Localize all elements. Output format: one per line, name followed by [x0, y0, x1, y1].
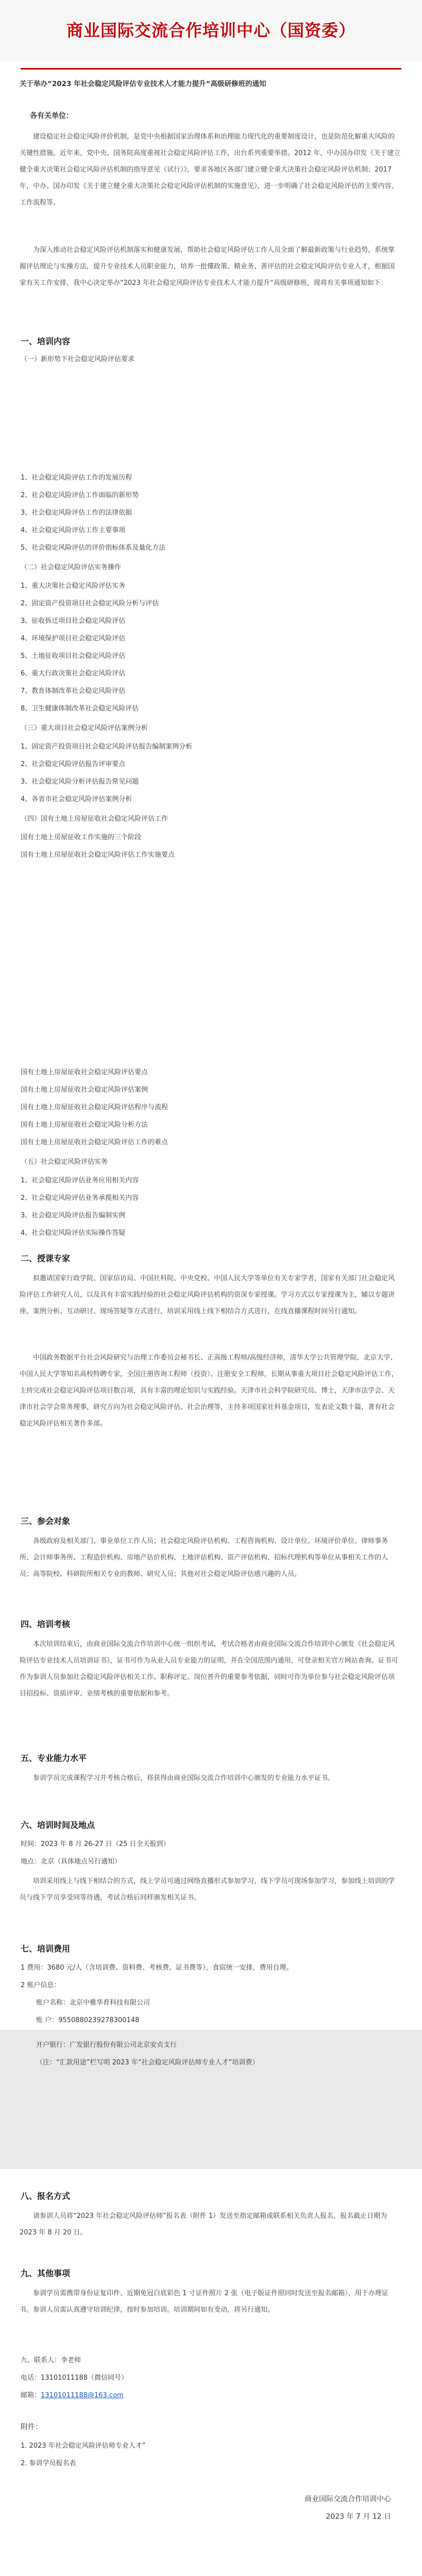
intro-paragraph-1: 建设稳定社会稳定风险评价机制，是党中央根据国家治理体系和治理能力现代化的重要制度设计，也是防范化解重大风险的关键性措施。近年来，党中央、国务院高度重视社会稳定风险评估工作，出台系列重要举措。2012 年，中办国办印发《关于建立健全重大决策社会稳定风险评估机制的指导意见（试行）》，要求各地区各部门建立健全重大决策社会稳定风险评估机制；2017 年，中办、国办印发《关于建立健全重大决策社会稳定风险评估机制的实施意见》，进一步明确了社会稳定风险评估的主要内容、工作流程等。 — [20, 133, 401, 207]
list-item: 国有土地上房屋征收社会稳定风险评估工作的难点 — [21, 1139, 168, 1146]
list-item: 3、社会稳定风险分析评估报告常见问题 — [21, 778, 139, 786]
contact-email-row — [21, 2389, 124, 2399]
section-training-content-title: 一、培训内容 — [21, 336, 71, 346]
section-fee-title: 七、培训费用 — [21, 1944, 71, 1954]
list-item: 1、社会稳定风险评估工作的发展历程 — [21, 474, 132, 482]
list-item: 1、重大决策社会稳定风险评估实务 — [21, 582, 126, 590]
section-time-place-title: 六、培训时间及地点 — [21, 1820, 95, 1830]
list-item: 3、社会稳定风险评估工作的法律依据 — [21, 509, 132, 517]
attachments-title: 附件： — [21, 2423, 42, 2431]
list-item: 国有土地上房屋征收社会稳定风险评估要点 — [21, 1069, 148, 1076]
header-divider — [21, 68, 401, 70]
attachment-item[interactable]: 2. 参训学员报名表 — [21, 2460, 76, 2467]
list-item: 3、征收拆迁项目社会稳定风险评估 — [21, 617, 126, 625]
section-other-title: 九、其他事项 — [21, 2268, 71, 2278]
list-item: 2、社会稳定风险评估报告评审要点 — [21, 760, 126, 768]
participants-paragraph: 各级政府及相关部门、事业单位工作人员；社会稳定风险评估机构、工程咨询机构、设计单位、环境评价单位、律师事务所、会计师事务所、工程造价机构、房地产估价机构、土地评估机构、资产评估机构、招标代理机构等单位从事相关工作的人员；高等院校、科研院所相关专业的教师、研究人员；其他对社会稳定风险评估感兴趣的人员。 — [20, 1537, 389, 1578]
list-item: 4、环境保护项目社会稳定风险评估 — [21, 635, 126, 642]
page-title: 商业国际交流合作培训中心（国资委） — [66, 21, 356, 40]
registration-paragraph: 请参训人员将“2023 年社会稳定风险评估师”报名表（附件 1）发送至指定邮箱或联系相关负责人报名，报名截止日期为 2023 年 8 月 20 日。 — [20, 2212, 387, 2236]
list-item: 8、卫生健康体制改革社会稳定风险评估 — [21, 705, 139, 713]
section-1-sub-5: （五）社会稳定风险评估实务 — [21, 1158, 108, 1166]
ability-paragraph: 参训学员完成课程学习并考核合格后，将获得由商业国际交流合作培训中心颁发的专业能力水平证书。 — [33, 1774, 335, 1782]
list-item: 4、社会稳定风险评估实际操作答疑 — [21, 1229, 126, 1237]
issuer-org: 商业国际交流合作培训中心 — [305, 2495, 391, 2503]
section-participants-title: 三、参会对象 — [21, 1516, 71, 1526]
list-item: 2、固定资产投资项目社会稳定风险分析与评估 — [21, 600, 159, 607]
list-item: 1 费用：3680 元/人（含培训费、资料费、考核费、证书费等），食宿统一安排，费用自理。 — [21, 1964, 293, 1972]
attachment-item[interactable]: 1. 2023 年社会稳定风险评估师专业人才” — [21, 2442, 146, 2450]
list-item: 2、社会稳定风险评估业务承揽相关内容 — [21, 1194, 139, 1202]
bank-name: 开户银行：广发银行股份有限公司北京安贞支行 — [36, 2041, 177, 2049]
section-1-sub-2: （二）社会稳定风险评估实务操作 — [21, 564, 122, 571]
section-1-sub-1: （一）新形势下社会稳定风险评估要求 — [21, 355, 135, 363]
salutation: 各有关单位： — [30, 112, 73, 120]
list-item: 地点：北京（具体地点另行通知） — [21, 1858, 122, 1866]
list-item: 国有土地上房屋征收社会稳定风险分析方法 — [21, 1121, 148, 1129]
bank-info-panel — [0, 2030, 422, 2169]
remittance-note: （注：“汇款用途”栏写明 2023 年“社会稳定风险评估师专业人才”培训费） — [36, 2059, 259, 2066]
list-item: 1、社会稳定风险评估业务应用相关内容 — [21, 1177, 139, 1184]
section-1-sub-3: （三）重大项目社会稳定风险评估案例分析 — [21, 724, 148, 732]
contact-email-label: 邮箱： — [21, 2392, 41, 2399]
contact-email-link[interactable]: 13101011188@163.com — [41, 2392, 124, 2399]
list-item: 国有土地上房屋征收工作实施的三个阶段 — [21, 834, 142, 841]
list-item: 国有土地上房屋征收社会稳定风险评估程序与流程 — [21, 1104, 168, 1111]
list-item: 2、社会稳定风险评估工作面临的新形势 — [21, 492, 139, 499]
list-item: 4、各省市社会稳定风险评估案例分析 — [21, 795, 132, 803]
notice-subject: 关于举办“2023 年社会稳定风险评估专业技术人才能力提升“高级研修班的通知 — [20, 80, 266, 88]
list-item: 2 账户信息： — [21, 1981, 61, 1989]
list-item: 1、固定资产投资项目社会稳定风险评估报告编制案例分析 — [21, 743, 193, 751]
time-place-paragraph: 培训采用线上与线下相结合的方式，线上学员可通过网络直播形式参加学习，线下学员可现场参加学习，参加线上培训的学员与线下学员享受同等待遇，考试合格后同样颁发相关证书。 — [20, 1877, 395, 1902]
list-item: 时间：2023 年 8 月 26-27 日（25 日全天报到） — [21, 1840, 170, 1848]
list-item: 4、社会稳定风险评估工作主要事项 — [21, 527, 126, 534]
assessment-paragraph: 本次培训结束后，由商业国际交流合作培训中心统一组织考试，考试合格者由商业国际交流合作培训中心颁发《社会稳定风险评估专业技术人员培训证书》，证书可作为从业人员专业能力的证明，并在全国范围内通用，可登录相关官方网站查询。证书可作为参训人员参加社会稳定风险评估相关工作、职称评定、岗位晋升的重要参考依据，同时可作为单位参与社会稳定风险评估项目招投标、资质评审、业绩考核的重要依据和参考。 — [20, 1640, 398, 1698]
list-item: 6、重大行政决策社会稳定风险评估 — [21, 670, 126, 677]
list-item: 国有土地上房屋征收社会稳定风险评估案例 — [21, 1086, 148, 1094]
list-item: 国有土地上房屋征收社会稳定风险评估工作实施要点 — [21, 851, 175, 859]
list-item: 5、社会稳定风险评估的评价指标体系及量化方法 — [21, 544, 166, 552]
section-1-sub-4: （四）国有土地上房屋征收社会稳定风险评估工作 — [21, 815, 168, 823]
section-experts-title: 二、授课专家 — [21, 1253, 71, 1263]
account-name: 账户名称：北京中雅华育科技有限公司 — [36, 1999, 150, 2007]
section-registration-title: 八、报名方式 — [21, 2191, 71, 2201]
contact-phone: 电话：13101011188（微信同号） — [21, 2374, 128, 2382]
experts-paragraph-2: 中国政务数据平台社会风险研究与治理工作委员会秘书长、正高级工程师/高级经济师，清华大学公共管理学院、北京大学、中国人民大学等知名高校特聘专家，全国注册咨询工程师（投资）、注册安全工程师，长期从事重大项目社会稳定风险评估工作，主持完成社会稳定风险评估项目数百项，具有丰富的理论知识与实践经验。天津市社会科学院研究员、博士，天津市法学会、天津市社会学会常务理事，研究方向为社会稳定风险评估、社会治理等，主持多项国家社科基金项目，发表论文数十篇，著有社会稳定风险评估相关著作多部。 — [20, 1354, 398, 1428]
contact-person: 九、联系人：李老师 — [21, 2357, 81, 2364]
experts-paragraph-1: 拟邀请国家行政学院、国家信访局、中国社科院、中央党校、中国人民大学等单位有关专家学者，国家有关部门社会稳定风险评估工作研究人员，以及具有丰富实践经验的社会稳定风险评估机构的资深专家授课。学习方式以专家授课为主，辅以专题讲座、案例分析、互动研讨、现场答疑等方式进行，培训采用线上线下相结合方式进行，在线直播课程时间另行通知。 — [20, 1275, 395, 1315]
other-paragraph: 参训学员需携带身份证复印件、近期免冠白底彩色 1 寸证件照片 2 张（电子版证件照同时发送至报名邮箱），用于办理证书。参训人员需认真遵守培训纪律，按时参加培训。培训期间如有变动，将另行通知。 — [20, 2290, 389, 2314]
header-bar — [0, 0, 422, 62]
section-ability-title: 五、专业能力水平 — [21, 1753, 87, 1763]
account-number: 账 户：9550880239278300148 — [36, 2016, 140, 2024]
list-item: 3、社会稳定风险评估报告编制实例 — [21, 1212, 126, 1219]
intro-paragraph-2: 为深入推动社会稳定风险评估机制落实和健康发展，帮助社会稳定风险评估工作人员全面了解最新政策与行业趋势，系统掌握评估理论与实操方法，提升专业技术人员职业能力，培养一批懂政策、精业务、善评估的社会稳定风险评估专业人才，根据国家有关工作安排，我中心决定举办“2023 年社会稳定风险评估专业技术人才能力提升“高级研修班，现将有关事项通知如下： — [20, 246, 395, 287]
issue-date: 2023 年 7 月 12 日 — [326, 2513, 391, 2521]
list-item: 5、土地征收项目社会稳定风险评估 — [21, 652, 126, 660]
section-assessment-title: 四、培训考核 — [21, 1619, 71, 1629]
list-item: 7、教育体制改革社会稳定风险评估 — [21, 687, 126, 695]
